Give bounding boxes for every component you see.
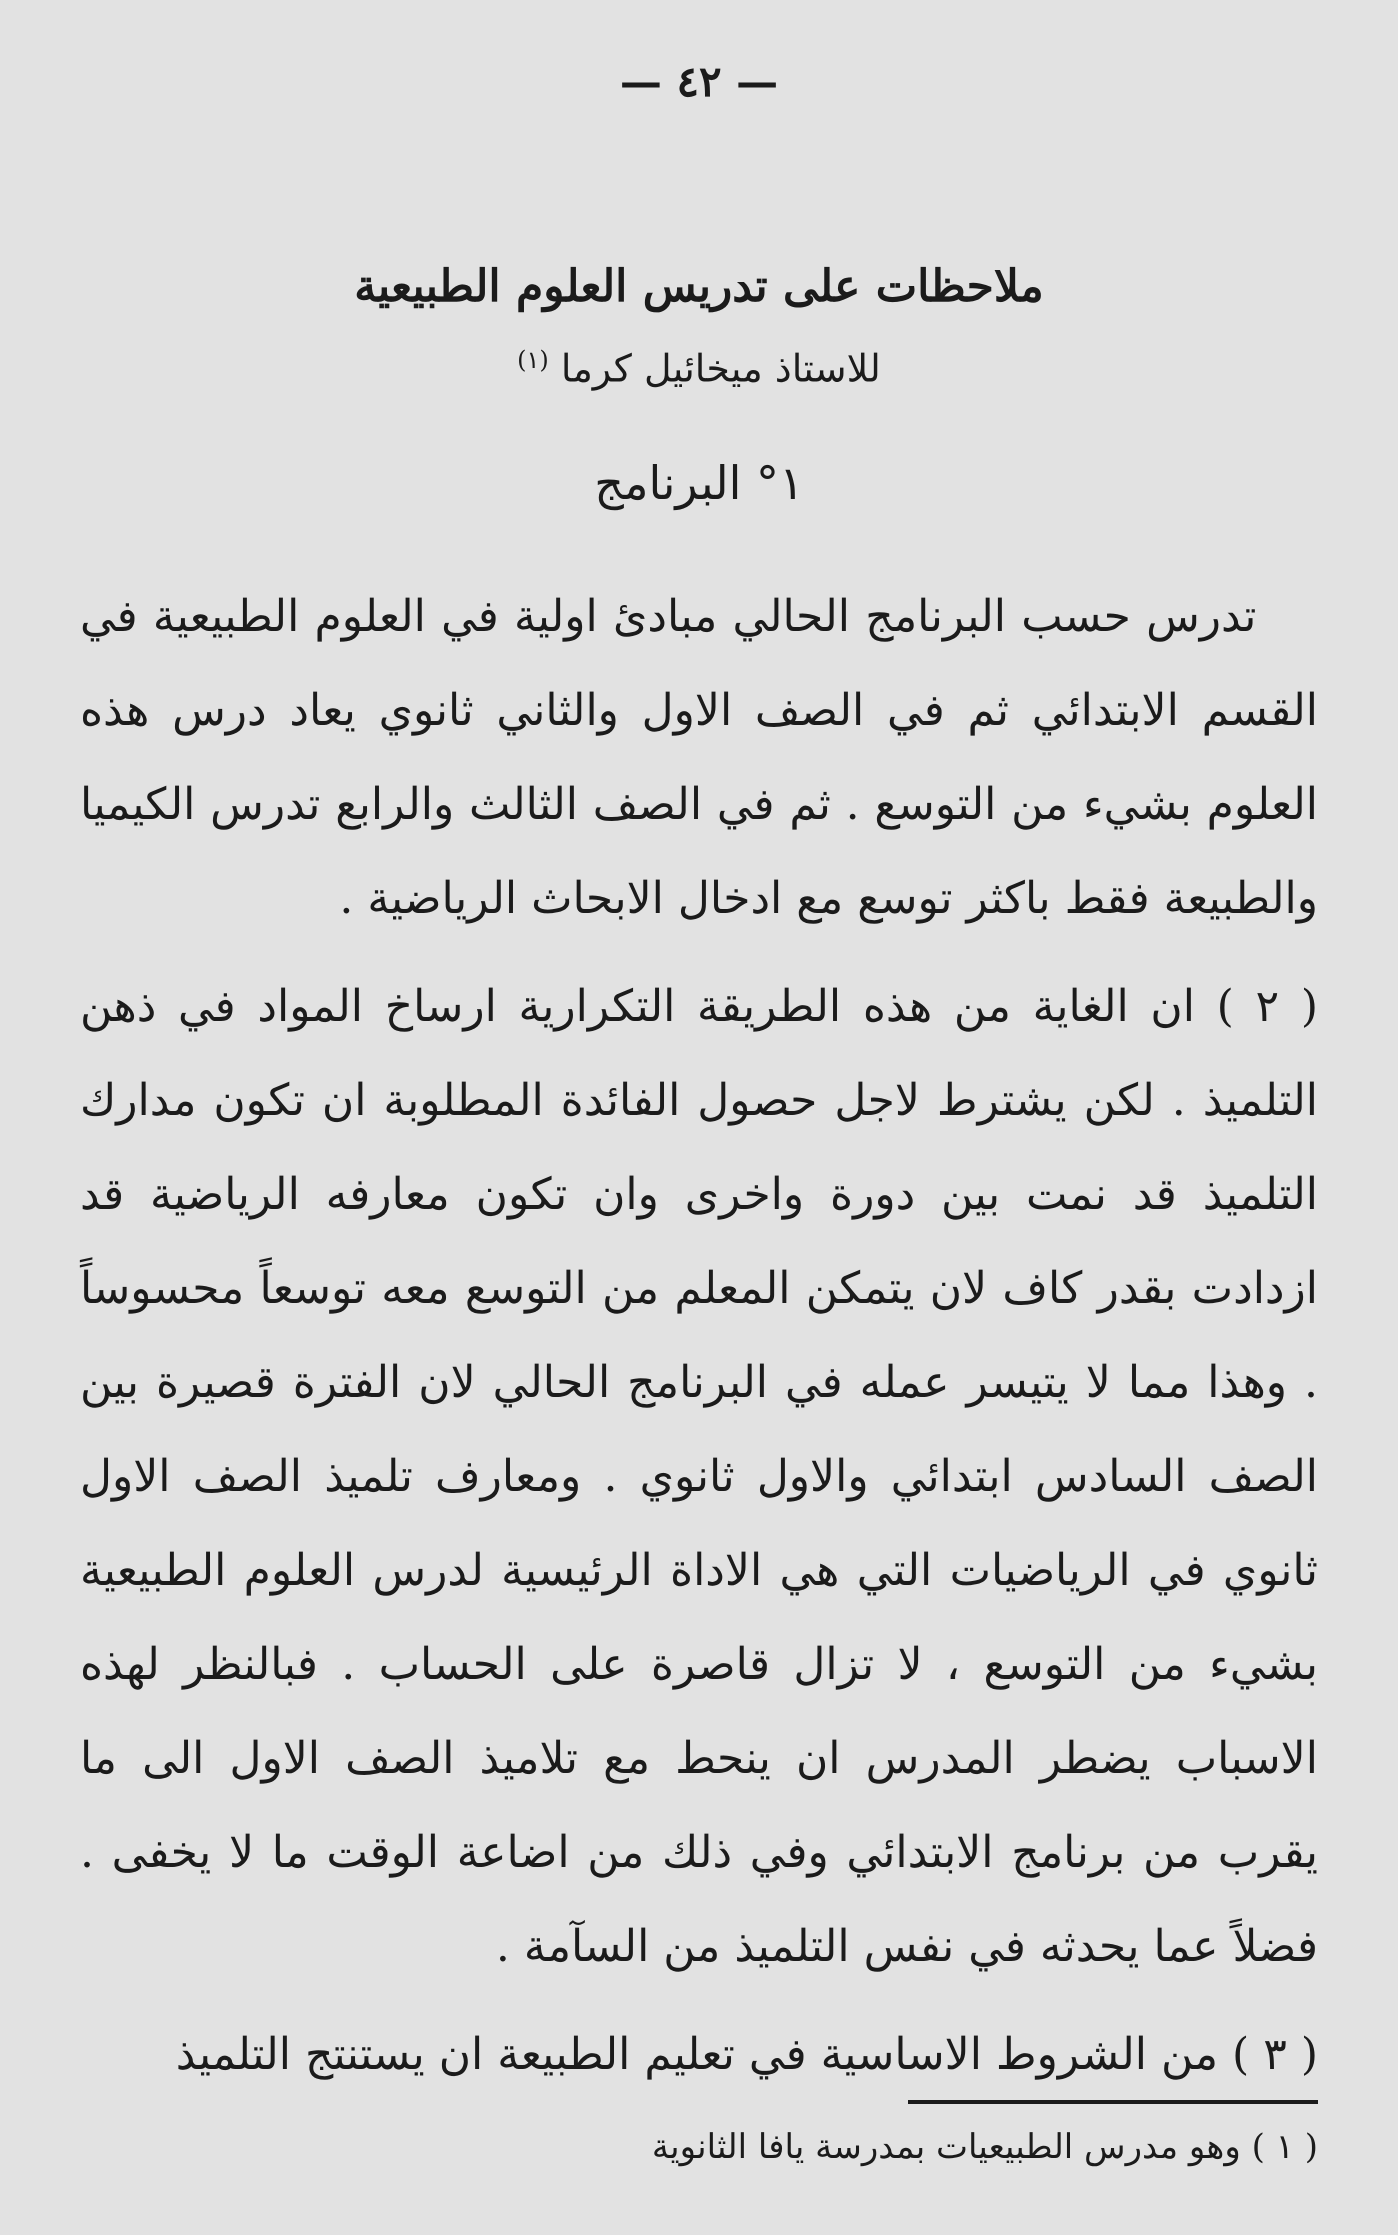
article-body: [80, 570, 1318, 2102]
footnote: ( ١ ) وهو مدرس الطبيعيات بمدرسة يافا الثانوية: [651, 2127, 1318, 2167]
page-number: — ٤٢ —: [619, 57, 779, 106]
paragraph-1: تدرس حسب البرنامج الحالي مبادئ اولية في العلوم الطبيعية في القسم الابتدائي ثم في الصف الاول والثاني ثانوي يعاد درس هذه العلوم بشيء من التوسع . ثم في الصف الثالث والرابع تدرس الكيميا والطبيعة فقط باكثر توسع مع ادخال الابحاث الرياضية .: [80, 591, 1318, 924]
footnote-divider: [908, 2100, 1318, 2104]
paragraph-3: ( ٣ ) من الشروط الاساسية في تعليم الطبيعة ان يستنتج التلميذ: [175, 2029, 1318, 2080]
paragraph-2: ( ٢ ) ان الغاية من هذه الطريقة التكرارية ارساخ المواد في ذهن التلميذ . لكن يشترط لاجل حصول الفائدة المطلوبة ان تكون مدارك التلميذ قد نمت بين دورة واخرى وان تكون معارفه الرياضية قد ازدادت بقدر كاف لان يتمكن المعلم من التوسع معه توسعاً محسوساً . وهذا مما لا يتيسر عمله في البرنامج الحالي لان الفترة قصيرة بين الصف السادس ابتدائي والاول ثانوي . ومعارف تلميذ الصف الاول ثانوي في الرياضيات التي هي الاداة الرئيسية لدرس العلوم الطبيعية بشيء من التوسع ، لا تزال قاصرة على الحساب . فبالنظر لهذه الاسباب يضطر المدرس ان ينحط مع تلاميذ الصف الاول الى ما يقرب من برنامج الابتدائي وفي ذلك من اضاعة الوقت ما لا يخفى . فضلاً عما يحدثه في نفس التلميذ من السآمة .: [80, 981, 1319, 1972]
author-line: [80, 330, 1318, 390]
article-title: ملاحظات على تدريس العلوم الطبيعية: [354, 261, 1044, 312]
section-heading: ١° البرنامج: [594, 456, 804, 510]
author-name: للاستاذ ميخائيل كرما: [560, 346, 881, 391]
author-footnote-mark: (١): [517, 346, 549, 374]
